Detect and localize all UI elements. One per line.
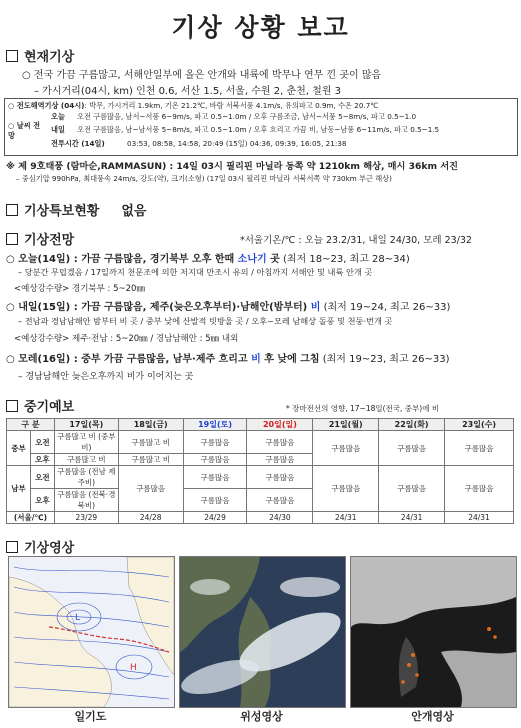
section-heading: 현재기상 — [24, 50, 75, 65]
caption-fog: 안개영상 — [411, 710, 454, 723]
sea-weather-label: ○ 전도해역기상 (04시) — [8, 101, 85, 110]
region-cell: 중부 — [7, 431, 31, 466]
section-midterm — [6, 396, 74, 415]
temp-cell: 24/31 — [379, 512, 445, 524]
outlook-tomorrow-sub: – 전남과 경남남해안 밤부터 비 곳 / 중부 낮에 산발적 빗방울 곳 / 오후~모레 남해상 돌풍 및 천둥·번개 곳 — [18, 316, 393, 326]
tomorrow-label: 내일 — [51, 125, 65, 134]
tomorrow-text: 오전 구름많음, 남~남서풍 5~8m/s, 파고 0.5~1.0m / 오후 흐리고 가끔 비, 남동~남풍 6~11m/s, 파고 0.5~1.5 — [77, 125, 440, 134]
period-cell: 오전 — [30, 431, 54, 454]
caption-weather-chart: 일기도 — [74, 710, 107, 723]
checkbox-square-icon — [6, 400, 18, 412]
outlook-today-temp: (최저 18~23, 최고 28~34) — [279, 254, 410, 265]
forecast-cell: 구름많음 — [379, 431, 445, 466]
today-text: 오전 구름많음, 남서~서풍 6~9m/s, 파고 0.5~1.0m / 오후 구름조금, 남서~서풍 5~8m/s, 파고 0.5~1.0 — [77, 112, 417, 121]
svg-text:L: L — [75, 613, 81, 623]
table-header-cell: 18일(금) — [118, 419, 183, 431]
current-line-2: – 가시거리(04시, km) 인천 0.6, 서산 1.5, 서울, 수원 2, 춘천, 철원 3 — [34, 86, 342, 97]
region-cell: 남부 — [7, 466, 31, 512]
section-heading: 기상특보현황 — [24, 204, 100, 219]
section-special-warning — [6, 200, 146, 219]
forecast-cell: 구름많음 — [183, 454, 247, 466]
tide-label: 전투시간 (14일) — [51, 139, 105, 148]
period-cell: 오후 — [30, 489, 54, 512]
outlook-after-suffix: 후 낮에 그침 — [260, 354, 320, 365]
svg-text:H: H — [130, 663, 137, 673]
weather-chart-image — [8, 556, 175, 708]
forecast-cell: 구름많음 — [247, 454, 313, 466]
outlook-after-temp: (최저 19~23, 최고 26~33) — [319, 354, 450, 365]
checkbox-square-icon — [6, 50, 18, 62]
period-cell: 오후 — [30, 454, 54, 466]
table-header-cell: 21일(월) — [313, 419, 379, 431]
forecast-cell: 구름많음 — [247, 431, 313, 454]
outlook-tomorrow-rain-word: 비 — [310, 302, 321, 313]
checkbox-square-icon — [6, 233, 18, 245]
outlook-after-text: ○ 모레(16일) : 중부 가끔 구름많음, 남부·제주 흐리고 — [6, 354, 252, 365]
forecast-cell: 구름많음 — [118, 466, 183, 512]
temp-cell: 24/30 — [247, 512, 313, 524]
midterm-forecast-table — [6, 418, 514, 524]
weather-chart-map — [9, 557, 174, 707]
forecast-cell: 구름많음 — [183, 489, 247, 512]
outlook-today-sub: – 당분간 무덥겠음 / 17일까지 천문조에 의한 저지대 만조시 유의 / 아침까지 서해안 및 내륙 안개 곳 — [18, 267, 373, 277]
forecast-cell: 구름많음 — [445, 466, 514, 512]
table-row — [7, 512, 514, 524]
temp-cell: 24/31 — [313, 512, 379, 524]
outlook-tomorrow-temp: (최저 19~24, 최고 26~33) — [320, 302, 451, 313]
midterm-note: * 장마전선의 영향, 17~18일(전국, 중부)에 비 — [286, 404, 440, 413]
typhoon-line-2: – 중심기압 990hPa, 최대풍속 24m/s, 강도(약), 크기(소형) (17일 03시 필리핀 마닐라 서북서쪽 약 730km 부근 해상) — [16, 174, 392, 183]
table-header-cell: 19일(토) — [183, 419, 247, 431]
outlook-after-sub: – 경남남해안 늦은오후까지 비가 이어지는 곳 — [18, 372, 194, 382]
temp-cell: 24/29 — [183, 512, 247, 524]
table-header-cell: 구 분 — [7, 419, 55, 431]
section-imagery — [6, 537, 74, 556]
table-header-row — [7, 419, 514, 431]
outlook-today-text: ○ 오늘(14일) : 가끔 구름많음, 경기북부 오후 한때 — [6, 254, 238, 265]
temp-label-cell: (서울/℃) — [7, 512, 55, 524]
section-outlook — [6, 229, 74, 248]
checkbox-square-icon — [6, 541, 18, 553]
section-heading: 기상영상 — [24, 541, 75, 556]
satellite-visual — [180, 557, 345, 707]
today-label: 오늘 — [51, 112, 65, 121]
tide-text: 03:53, 08:58, 14:58, 20:49 (15일) 04:36, 09:39, 16:05, 21:38 — [127, 139, 347, 148]
fog-visual — [351, 557, 516, 707]
table-row — [7, 431, 514, 454]
forecast-label: ○ 날씨 전망 — [8, 121, 41, 140]
caption-satellite: 위성영상 — [240, 710, 283, 723]
typhoon-line-1: ※ 제 9호태풍 (람마순,RAMMASUN) : 14일 03시 필리핀 마닐라 동쪽 약 1210km 해상, 매시 36km 서진 — [6, 161, 458, 172]
forecast-cell: 구름많음 — [379, 466, 445, 512]
sea-weather-text: : 박무, 가시거리 1.9km, 기온 21.2℃, 바람 서북서풍 4.1m/s, 유의파고 0.9m, 수온 20.7℃ — [84, 101, 379, 110]
forecast-cell: 구름많음 — [313, 466, 379, 512]
forecast-cell: 구름많음 — [183, 431, 247, 454]
forecast-cell: 구름많고 비 — [118, 454, 183, 466]
forecast-cell: 구름많음 — [247, 489, 313, 512]
period-cell: 오전 — [30, 466, 54, 489]
observation-box — [4, 98, 518, 156]
seoul-temp-note: *서울기온/℃ : 오늘 23.2/31, 내일 24/30, 모레 23/32 — [240, 235, 472, 246]
forecast-cell: 구름많음 — [445, 431, 514, 466]
temp-cell: 24/31 — [445, 512, 514, 524]
forecast-cell: 구름많음 — [183, 466, 247, 489]
forecast-cell: 구름많고 비 — [54, 454, 118, 466]
current-line-1: ○ 전국 가끔 구름많고, 서해안일부에 올은 안개와 내륙에 박무나 연무 낀 곳이 많음 — [22, 70, 382, 81]
checkbox-square-icon — [6, 204, 18, 216]
outlook-today-shower: 소나기 — [237, 254, 267, 265]
section-heading: 중기예보 — [24, 400, 75, 415]
page-title: 기상 상황 보고 — [171, 13, 350, 42]
table-header-cell: 23일(수) — [445, 419, 514, 431]
outlook-today — [6, 250, 410, 265]
section-current-weather — [6, 46, 74, 65]
outlook-tomorrow-text: ○ 내일(15일) : 가끔 구름많음, 제주(늦은오후부터)·남해안(밤부터) — [6, 302, 311, 313]
outlook-tomorrow — [6, 298, 450, 313]
forecast-cell: 구름많음 (전남 제주비) — [54, 466, 118, 489]
outlook-after — [6, 350, 450, 365]
satellite-image — [179, 556, 346, 708]
outlook-tomorrow-rain: <예상강수량> 제주·전남 : 5~20㎜ / 경남남해안 : 5㎜ 내외 — [14, 334, 239, 344]
table-header-cell: 22일(화) — [379, 419, 445, 431]
outlook-today-suffix: 곳 — [266, 254, 280, 265]
fog-image — [350, 556, 517, 708]
forecast-cell: 구름많음 — [313, 431, 379, 466]
temp-cell: 23/29 — [54, 512, 118, 524]
outlook-after-rain-word: 비 — [251, 354, 261, 365]
forecast-cell: 구름많고 비 — [118, 431, 183, 454]
table-header-cell: 17일(목) — [54, 419, 118, 431]
table-row — [7, 466, 514, 489]
section-heading: 기상전망 — [24, 233, 75, 248]
forecast-cell: 구름많음 (전북·경북비) — [54, 489, 118, 512]
table-header-cell: 20일(일) — [247, 419, 313, 431]
forecast-cell: 구름많음 — [247, 466, 313, 489]
outlook-today-rain: <예상강수량> 경기북부 : 5~20㎜ — [14, 284, 145, 294]
special-warning-value: 없음 — [121, 204, 147, 219]
forecast-cell: 구름많고 비 (중부 비) — [54, 431, 118, 454]
temp-cell: 24/28 — [118, 512, 183, 524]
